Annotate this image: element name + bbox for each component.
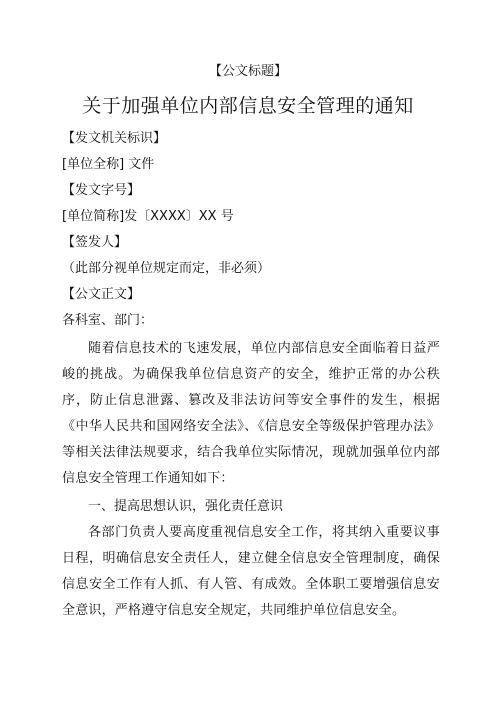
doc-title-label: 【公文标题】 [208, 64, 287, 79]
doc-title: 关于加强单位内部信息安全管理的通知 [82, 95, 414, 117]
doc-number-value: [单位简称]发〔XXXX〕XX 号 [62, 209, 234, 224]
body-paragraph-2: 各部门负责人要高度重视信息安全工作，将其纳入重要议事日程，明确信息安全责任人，建立健全信息安全管理制度，确保信息安全工作有人抓、有人管、有成效。全体职工要增强信息安全意识，严格遵守信息安全规定，共同维护单位信息安全。 [62, 525, 440, 618]
signer-label: 【签发人】 [62, 235, 128, 250]
issuer-value: [单位全称] 文件 [62, 157, 155, 172]
doc-number-label: 【发文字号】 [62, 183, 141, 198]
signer-note: （此部分视单位规定而定，非必须） [62, 261, 271, 276]
section-heading-1: 一、提高思想认识，强化责任意识 [88, 499, 284, 514]
issuer-label: 【发文机关标识】 [62, 131, 167, 146]
salutation: 各科室、部门： [62, 313, 154, 328]
body-paragraph-1: 随着信息技术的飞速发展，单位内部信息安全面临着日益严峻的挑战。为确保我单位信息资产的安全，维护正常的办公秩序，防止信息泄露、篡改及非法访问等安全事件的发生，根据《中华人民共和国网络安全法》、《信息安全等级保护管理办法》等相关法律法规要求，结合我单位实际情况，现就加强单位内部信息安全管理工作通知如下： [62, 341, 440, 486]
body-label: 【公文正文】 [62, 287, 141, 302]
